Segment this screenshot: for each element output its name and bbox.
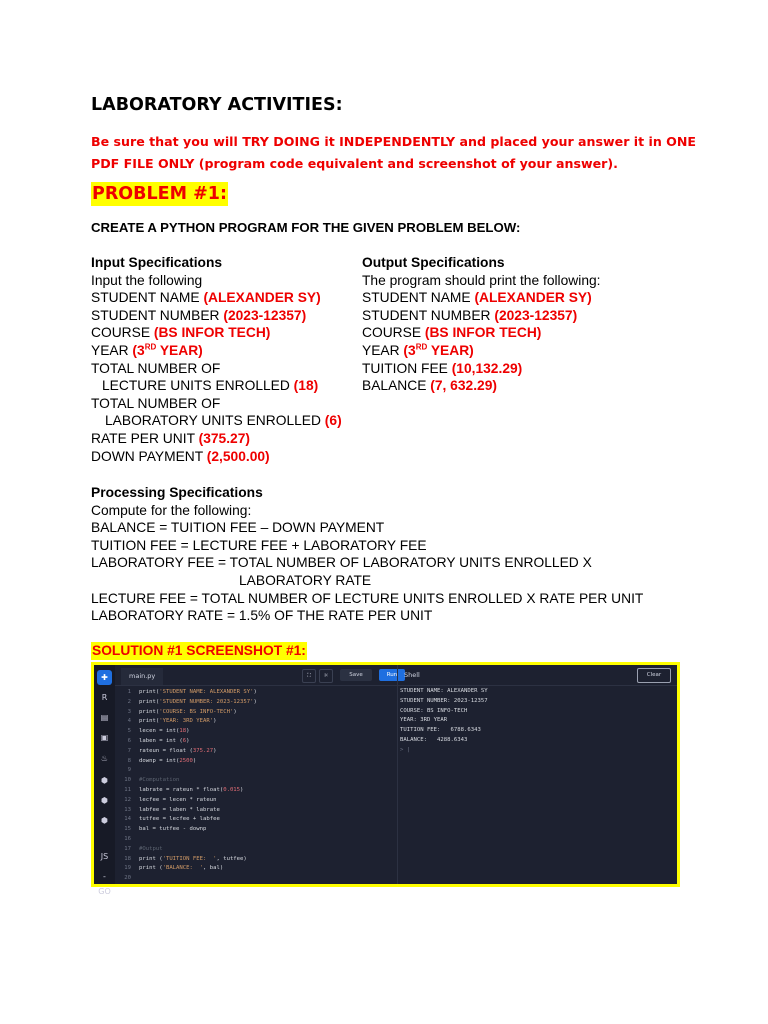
shell-output-line: BALANCE: 4288.6343 <box>400 737 468 743</box>
shell-output-line: YEAR: 3RD YEAR <box>400 717 448 724</box>
input-total-lecture: TOTAL NUMBER OF <box>91 360 221 376</box>
processing-title: Processing Specifications <box>91 485 263 500</box>
css-icon[interactable]: ▣ <box>100 733 109 742</box>
line-number: 16 <box>124 836 131 842</box>
processing-line: LABORATORY RATE <box>239 572 372 588</box>
input-lab-units <box>91 412 356 430</box>
line-number: 7 <box>127 747 131 754</box>
value: (2023-12357) <box>494 307 578 323</box>
label: YEAR <box>362 342 404 358</box>
year-a: (3 <box>403 342 416 358</box>
code-text: lecen = int( <box>139 728 180 735</box>
code-text: print( <box>139 718 160 725</box>
file-tab-main-py[interactable]: main.py <box>121 668 163 685</box>
code-line <box>115 766 397 776</box>
input-student-number <box>91 307 356 325</box>
value: (18) <box>293 378 319 394</box>
output-balance <box>362 377 692 395</box>
code-text: lecfee = lecen * rateun <box>139 796 217 803</box>
code-text: ) <box>213 718 217 725</box>
code-line <box>115 796 397 806</box>
output-spec-title: Output Specifications <box>362 255 505 270</box>
line-number: 17 <box>124 845 131 852</box>
code-text: bal = tutfee - downp <box>139 826 207 833</box>
line-number: 15 <box>124 826 131 833</box>
code-literal: 6 <box>182 738 187 744</box>
processing-line: TUITION FEE = LECTURE FEE + LABORATORY FEE <box>91 537 427 553</box>
input-lecture-units <box>91 377 356 395</box>
label: RATE PER UNIT <box>91 430 199 446</box>
fullscreen-icon[interactable]: ⛶ <box>302 669 316 683</box>
year-sup: RD <box>144 342 157 352</box>
line-number: 9 <box>127 767 131 774</box>
label: BALANCE <box>362 378 431 394</box>
html-icon[interactable]: ▤ <box>100 713 109 722</box>
code-literal: 18 <box>179 728 187 735</box>
input-student-name <box>91 289 356 307</box>
shell-output-line: COURSE: BS INFO-TECH <box>400 707 468 714</box>
theme-toggle-icon[interactable]: ☼ <box>319 669 333 683</box>
run-button[interactable]: Run <box>379 669 405 681</box>
code-text: , tutfee) <box>216 855 247 862</box>
processing-line: LECTURE FEE = TOTAL NUMBER OF LECTURE UNITS ENROLLED X RATE PER UNIT <box>91 590 644 606</box>
value: (BS INFOR TECH) <box>424 325 542 341</box>
input-spec-title: Input Specifications <box>91 255 223 270</box>
line-number: 18 <box>124 855 131 862</box>
label: COURSE <box>91 325 154 341</box>
code-line <box>115 806 397 816</box>
output-year <box>362 342 692 360</box>
value: (ALEXANDER SY) <box>474 290 592 306</box>
output-student-number <box>362 307 692 325</box>
label: COURSE <box>362 325 425 341</box>
code-text: ) <box>240 787 244 793</box>
line-number: 19 <box>124 865 131 872</box>
line-number: 3 <box>127 708 131 715</box>
code-text: print ( <box>139 865 163 872</box>
processing-specifications <box>91 484 731 625</box>
shell-output-line: STUDENT NUMBER: 2023-12357 <box>400 697 488 704</box>
code-editor[interactable] <box>115 686 397 884</box>
code-line <box>115 698 397 708</box>
code-text: ) <box>186 738 190 744</box>
code-text: rateun = float ( <box>139 747 193 754</box>
value: (BS INFOR TECH) <box>153 325 271 341</box>
shell-output-line: TUITION FEE: 6788.6343 <box>400 727 481 734</box>
processing-line: Compute for the following: <box>91 502 252 518</box>
code-literal: 'STUDENT NUMBER: 2023-12357' <box>159 698 254 705</box>
line-number: 4 <box>127 718 131 725</box>
code-comment: #Output <box>139 845 163 852</box>
code-comment: #Computation <box>139 777 180 784</box>
output-course <box>362 324 692 342</box>
processing-line: LABORATORY RATE = 1.5% OF THE RATE PER UNIT <box>91 608 433 624</box>
code-line <box>115 776 397 786</box>
editor-toolbar <box>115 665 397 686</box>
code-text: print( <box>139 698 160 705</box>
save-button[interactable]: Save <box>340 669 372 681</box>
code-line <box>115 874 397 884</box>
code-line <box>115 864 397 874</box>
code-text: ) <box>253 689 257 695</box>
task-text: CREATE A PYTHON PROGRAM FOR THE GIVEN PROBLEM BELOW: <box>91 220 521 235</box>
label: STUDENT NAME <box>91 290 204 306</box>
code-line <box>115 747 397 757</box>
year-sup: RD <box>415 342 428 352</box>
label: STUDENT NUMBER <box>362 307 495 323</box>
code-literal: 2500 <box>179 757 193 764</box>
input-down-payment <box>91 448 356 466</box>
clear-button[interactable]: Clear <box>637 668 671 683</box>
code-literal: 'BALANCE: ' <box>162 865 203 872</box>
code-text: print( <box>139 689 160 695</box>
code-line <box>115 825 397 835</box>
input-specifications <box>91 254 356 465</box>
value: (ALEXANDER SY) <box>203 290 321 306</box>
code-text: ) <box>192 757 197 764</box>
line-number: 2 <box>127 698 131 705</box>
python-icon[interactable]: ✚ <box>97 670 112 685</box>
code-line <box>115 835 397 845</box>
problem-title: PROBLEM #1: <box>92 184 227 204</box>
line-number: 20 <box>124 875 131 882</box>
value: (6) <box>324 413 342 429</box>
code-text: print( <box>139 708 160 715</box>
line-number: 12 <box>124 796 131 803</box>
cplusplus-icon[interactable]: ⬢ <box>101 796 108 805</box>
csharp-icon[interactable]: ⬢ <box>101 816 108 825</box>
java-icon[interactable]: ♨ <box>100 754 109 763</box>
label: TUITION FEE <box>362 360 452 376</box>
code-line <box>115 845 397 855</box>
js-icon[interactable]: JS <box>100 852 109 861</box>
year-b: YEAR) <box>427 342 474 358</box>
line-number: 11 <box>124 787 131 793</box>
value: (10,132.29) <box>451 360 523 376</box>
code-line <box>115 717 397 727</box>
line-number: 1 <box>127 689 131 695</box>
code-literal: 375.27 <box>192 747 214 754</box>
go-icon[interactable]: -GO <box>98 872 111 896</box>
code-line <box>115 727 397 737</box>
code-line <box>115 737 397 747</box>
code-text: print ( <box>139 855 163 862</box>
code-literal: 'TUITION FEE: ' <box>162 855 217 862</box>
code-line <box>115 815 397 825</box>
shell-label: Shell <box>404 671 420 679</box>
year-a: (3 <box>132 342 145 358</box>
line-number: 10 <box>124 777 131 784</box>
shell-output-line: > | <box>400 746 411 753</box>
code-text: laben = int ( <box>139 738 183 744</box>
code-literal: 0.015 <box>223 787 241 793</box>
value: (7, 632.29) <box>430 378 497 394</box>
value <box>403 343 473 358</box>
label: DOWN PAYMENT <box>91 448 207 464</box>
code-text: , bal) <box>203 865 224 872</box>
output-student-name <box>362 289 692 307</box>
output-specifications <box>362 254 692 395</box>
code-line <box>115 855 397 865</box>
processing-line: BALANCE = TUITION FEE – DOWN PAYMENT <box>91 520 385 536</box>
code-line <box>115 757 397 767</box>
input-course <box>91 324 356 342</box>
shell-output[interactable] <box>398 686 677 884</box>
code-text: ) <box>253 698 257 705</box>
processing-line: LABORATORY FEE = TOTAL NUMBER OF LABORATORY UNITS ENROLLED X <box>91 555 592 571</box>
input-year <box>91 342 356 360</box>
label: STUDENT NUMBER <box>91 307 224 323</box>
code-text: tutfee = lecfee + labfee <box>139 816 220 823</box>
output-intro: The program should print the following: <box>362 272 601 288</box>
solution-title: SOLUTION #1 SCREENSHOT #1: <box>92 643 306 658</box>
label: YEAR <box>91 342 133 358</box>
page-heading: LABORATORY ACTIVITIES: <box>91 95 343 115</box>
code-line <box>115 786 397 796</box>
output-tuition <box>362 360 692 378</box>
value: (375.27) <box>198 430 250 446</box>
value: (2023-12357) <box>223 307 307 323</box>
shell-output-line: STUDENT NAME: ALEXANDER SY <box>400 688 488 694</box>
value: (2,500.00) <box>206 448 270 464</box>
code-line <box>115 688 397 698</box>
code-literal: 'YEAR: 3RD YEAR' <box>159 718 214 725</box>
instruction-text: Be sure that you will TRY DOING it INDEPENDENTLY and placed your answer it in ONE PDF FILE ONLY (program code equivalent and screenshot of your answer). <box>91 134 697 171</box>
input-rate <box>91 430 356 448</box>
c-icon[interactable]: ⬢ <box>101 776 108 785</box>
ide-screenshot <box>94 665 677 896</box>
language-sidebar <box>94 665 115 896</box>
code-line <box>115 708 397 718</box>
code-text: labrate = rateun * float( <box>139 787 224 793</box>
code-literal: 'STUDENT NAME: ALEXANDER SY' <box>159 689 254 695</box>
label: LECTURE UNITS ENROLLED <box>102 378 294 394</box>
code-text: ) <box>213 747 217 754</box>
label: LABORATORY UNITS ENROLLED <box>105 413 325 429</box>
line-number: 5 <box>127 728 131 735</box>
code-text: labfee = laben * labrate <box>139 806 220 813</box>
value <box>132 343 202 358</box>
line-number: 8 <box>127 757 131 764</box>
line-number: 13 <box>124 806 131 813</box>
input-total-lab: TOTAL NUMBER OF <box>91 395 221 411</box>
code-text: ) <box>186 728 190 735</box>
line-number: 6 <box>127 738 131 744</box>
r-icon[interactable]: R <box>101 693 108 702</box>
label: STUDENT NAME <box>362 290 475 306</box>
code-literal: 'COURSE: BS INFO-TECH' <box>159 708 234 715</box>
code-text: ) <box>233 708 237 715</box>
year-b: YEAR) <box>156 342 203 358</box>
input-intro: Input the following <box>91 272 203 288</box>
code-text: downp = int( <box>139 757 180 764</box>
shell-toolbar <box>398 665 677 686</box>
line-number: 14 <box>124 816 131 823</box>
